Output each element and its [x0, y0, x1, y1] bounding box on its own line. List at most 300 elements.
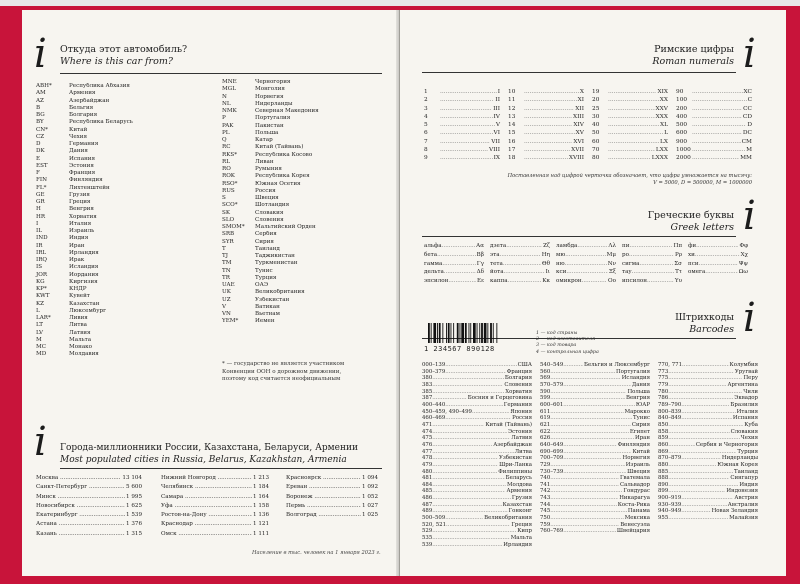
prefix-row — [540, 482, 650, 489]
dot-leader — [550, 475, 619, 482]
dot-leader — [432, 482, 506, 489]
city-row — [161, 530, 269, 539]
greek-letter-name: каппа ..... — [490, 277, 541, 286]
prefix-row — [422, 435, 532, 442]
country-code-row — [36, 170, 214, 177]
barcode-prefix: 474 — [422, 428, 433, 435]
barcode-prefix: 383 — [422, 381, 433, 388]
city-population: 1 539 — [125, 511, 142, 520]
country-code-row — [36, 315, 214, 322]
barcode-bar — [469, 323, 470, 343]
barcode-prefix: 611 — [540, 408, 551, 415]
country-code-row — [36, 163, 214, 170]
greek-column — [556, 242, 616, 286]
info-i-icon: i — [743, 31, 756, 77]
country-name: Германия — [69, 141, 99, 147]
country-code: RC — [222, 144, 231, 151]
prefix-country: Израиль — [625, 461, 650, 468]
greek-letter: Aα — [476, 243, 484, 249]
greek-letter-name: альфа ..... — [424, 242, 475, 251]
country-name: КНДР — [69, 286, 87, 292]
prefix-row — [540, 488, 650, 495]
roman-numeral: MM — [740, 155, 752, 162]
country-code-row — [222, 173, 400, 180]
barcode-prefix: 560 — [540, 368, 551, 375]
country-name: Республика Косово — [255, 151, 313, 158]
country-name: Чехия — [69, 133, 88, 140]
codes-footnote-line: Конвенции ООН о дорожном движении, — [222, 368, 342, 375]
city-row — [36, 493, 142, 502]
country-code: SCO* — [222, 202, 238, 209]
roman-numeral: D — [747, 122, 752, 129]
barcode-prefix: 860 — [658, 441, 669, 448]
barcode-prefix: 480 — [422, 468, 433, 475]
dot-leader — [550, 495, 618, 502]
country-code: NMK — [222, 108, 237, 114]
country-name: Латвия — [69, 329, 91, 336]
country-code: ABH* — [36, 83, 52, 89]
prefix-row — [422, 402, 532, 409]
dot-leader — [692, 96, 747, 104]
country-code-row — [222, 130, 400, 137]
prefix-country: Казахстан — [502, 501, 532, 508]
city-row — [161, 502, 269, 511]
arabic-number: 900 — [676, 138, 688, 145]
prefix-row — [658, 449, 758, 456]
country-code-row — [222, 159, 400, 166]
arabic-number: 10 — [508, 89, 516, 95]
greek-letter: Iι — [545, 269, 550, 276]
country-code: JOR — [36, 271, 48, 278]
prefix-row — [658, 495, 758, 502]
dot-leader — [692, 113, 742, 121]
prefix-row — [540, 389, 650, 396]
roman-row — [424, 154, 500, 162]
country-code: LV — [36, 329, 44, 336]
country-name: Италия — [69, 220, 92, 227]
dot-leader — [440, 96, 494, 104]
prefix-row — [540, 449, 650, 456]
country-code: KWT — [36, 293, 50, 300]
prefix-country: Азербайджан — [493, 441, 532, 448]
country-code: RUS — [222, 187, 235, 194]
country-code: TJ — [222, 253, 228, 259]
city-population: 1 111 — [252, 530, 269, 539]
greek-row — [556, 277, 616, 286]
prefix-row — [422, 528, 532, 535]
codes-footnote — [222, 361, 344, 384]
car-section-title — [60, 44, 187, 68]
roman-note — [460, 173, 752, 187]
greek-letter: Λλ — [608, 243, 616, 249]
prefix-row — [422, 389, 532, 396]
greek-letter: Δδ — [476, 269, 484, 276]
greek-letter-name: гамма ..... — [424, 260, 476, 269]
country-name: Словакия — [255, 209, 284, 216]
greek-row — [424, 260, 484, 269]
country-code: S — [222, 195, 226, 201]
barcode-prefix: 400–440 — [422, 401, 446, 408]
arabic-number: 70 — [592, 147, 600, 154]
dot-leader — [668, 429, 729, 436]
barcode-prefix: 520, 521 — [422, 521, 447, 528]
roman-numeral: XL — [660, 122, 668, 129]
country-code-row — [36, 257, 214, 264]
country-code: N — [222, 93, 227, 100]
country-name: Эстония — [69, 162, 94, 169]
greek-row — [424, 277, 484, 286]
prefix-row — [658, 462, 758, 469]
barcode-bar — [477, 323, 478, 343]
barcode-prefix: 859 — [658, 435, 669, 442]
greek-row — [556, 242, 616, 251]
country-name: Лихтенштейн — [69, 184, 110, 191]
prefix-row — [540, 402, 650, 409]
roman-numeral: III — [493, 105, 500, 112]
dot-leader — [445, 369, 506, 376]
barcode-prefix: 789–790 — [658, 401, 682, 408]
country-code: Q — [222, 137, 227, 143]
greek-letter-name: эпсилон ..... — [424, 277, 476, 286]
barcode-bar — [428, 323, 430, 343]
country-code-row — [36, 206, 214, 213]
arabic-number: 11 — [508, 97, 516, 104]
country-code: MGL — [222, 86, 236, 93]
city-name: Минск ..... — [36, 493, 125, 502]
barcode-prefix: 869 — [658, 448, 669, 455]
roman-row — [424, 138, 500, 146]
dot-leader — [682, 362, 729, 369]
greek-row — [490, 260, 550, 269]
prefix-row — [658, 515, 758, 522]
country-name: Сербия — [255, 231, 277, 238]
country-code: B — [36, 104, 41, 111]
roman-numerals-table — [424, 88, 754, 166]
prefix-country: Кипр — [517, 528, 532, 535]
greek-letter-name: пси ..... — [688, 260, 738, 269]
country-code-row — [36, 98, 214, 105]
dot-leader — [440, 113, 493, 121]
barcode-prefix: 539 — [422, 541, 433, 548]
arabic-number: 60 — [592, 138, 600, 145]
greek-letter: Ψψ — [738, 260, 748, 267]
barcode-prefix: 485 — [422, 488, 433, 495]
greek-column — [424, 242, 484, 286]
barcode-prefix: 529 — [422, 528, 433, 535]
country-name: Казахстан — [69, 300, 100, 307]
prefix-country: Норвегия — [622, 455, 650, 462]
country-code: IND — [36, 235, 48, 242]
prefix-country: Словения — [504, 381, 532, 388]
dot-leader — [550, 482, 619, 489]
country-code-row — [222, 79, 400, 86]
dot-leader — [432, 442, 492, 449]
roman-column — [508, 88, 584, 163]
codes-footnote-line: * — государство не является участником — [222, 361, 345, 367]
dot-leader — [550, 488, 622, 495]
prefix-country: Хорватия — [505, 388, 532, 395]
country-code: HR — [36, 213, 46, 220]
prefix-row — [658, 475, 758, 482]
barcode-prefix: 570–579 — [540, 381, 564, 388]
prefix-country: Испания — [732, 415, 758, 422]
prefix-row — [658, 455, 758, 462]
country-code-row — [222, 318, 400, 325]
dot-leader — [432, 422, 484, 429]
country-code: GR — [36, 199, 45, 205]
prefix-row — [540, 522, 650, 529]
country-name: Литва — [69, 322, 87, 329]
greek-letter: Ξξ — [608, 269, 616, 276]
greek-letter-name: омикрон ..... — [556, 277, 607, 286]
prefix-country: Швеция — [627, 468, 650, 475]
prefix-country: Беларусь — [505, 475, 532, 482]
prefix-country: Греция — [511, 521, 532, 528]
country-code: UZ — [222, 296, 231, 303]
cities-column — [36, 474, 142, 539]
roman-row — [508, 121, 584, 129]
roman-row — [508, 138, 584, 146]
dot-leader — [550, 515, 623, 522]
prefix-row — [658, 429, 758, 436]
dot-leader — [432, 382, 503, 389]
divider — [422, 236, 736, 237]
barcode-prefix: 475 — [422, 435, 433, 442]
prefix-country: Мальта — [510, 535, 532, 542]
barcode-prefix: 622 — [540, 428, 551, 435]
prefix-country: Таиланд — [734, 468, 758, 475]
prefix-row — [658, 435, 758, 442]
roman-numeral: XVI — [573, 138, 584, 145]
city-row — [36, 502, 142, 511]
prefix-country: Сингапур — [730, 475, 758, 482]
arabic-number: 20 — [592, 97, 600, 104]
barcode-legend-line: 1 — код страны — [536, 331, 578, 336]
dot-leader — [446, 522, 510, 529]
country-name: Дания — [69, 148, 88, 155]
dot-leader — [432, 462, 498, 469]
dot-leader — [692, 146, 745, 154]
dot-leader — [668, 382, 726, 389]
country-name: Мальтийский Орден — [255, 224, 316, 230]
city-population: 1 136 — [252, 511, 269, 520]
barcode-prefix: 750 — [540, 515, 551, 522]
city-population: 1 158 — [252, 502, 269, 511]
city-name: Омск ..... — [161, 530, 252, 539]
country-code-row — [222, 239, 400, 246]
country-code-row — [36, 301, 214, 308]
country-code-row — [36, 250, 214, 257]
dot-leader — [445, 415, 511, 422]
prefix-country: Никарагуа — [619, 495, 650, 502]
arabic-number: 40 — [592, 122, 600, 129]
barcode-prefix: 840–849 — [658, 415, 682, 422]
country-code-row — [222, 297, 400, 304]
city-row — [161, 511, 269, 520]
barcode-prefix: 000–139 — [422, 362, 446, 368]
country-name: Черногория — [255, 79, 291, 85]
prefix-country: Грузия — [511, 495, 532, 502]
barcode-prefix: 619 — [540, 415, 551, 422]
country-name: Мальта — [69, 336, 92, 343]
country-code-row — [36, 293, 214, 300]
city-population: 1 164 — [252, 493, 269, 502]
barcode-prefix: 300–379 — [422, 368, 446, 375]
city-name: Пермь ..... — [286, 502, 361, 511]
country-code: AM — [36, 90, 46, 97]
dot-leader — [550, 395, 625, 402]
barcode-prefix: 742 — [540, 488, 551, 495]
arabic-number: 9 — [424, 155, 428, 162]
roman-row — [592, 138, 668, 146]
city-row — [36, 511, 142, 520]
country-code: IRL — [36, 249, 47, 256]
country-code: MD — [36, 351, 47, 358]
country-name: Люксембург — [69, 307, 106, 314]
greek-letter-name: ро ..... — [622, 251, 674, 260]
codes-footnote-line: поэтому код считается неофициальным — [222, 376, 341, 382]
roman-numeral: XII — [575, 105, 584, 112]
greek-row — [424, 242, 484, 251]
arabic-number: 13 — [508, 113, 516, 120]
greek-letter: Xχ — [740, 251, 748, 258]
roman-row — [676, 113, 752, 121]
roman-section-title — [620, 44, 734, 68]
prefix-row — [422, 395, 532, 402]
prefix-country: Болгария — [504, 375, 532, 382]
dot-leader — [681, 455, 721, 462]
barcode-prefix: 590 — [540, 388, 551, 395]
country-code: KZ — [36, 300, 45, 307]
city-population: 1 315 — [125, 530, 142, 539]
roman-numeral: CM — [741, 138, 752, 145]
dot-leader — [524, 121, 572, 129]
city-row — [161, 520, 269, 529]
prefix-country: Шри-Ланка — [499, 461, 532, 468]
dot-leader — [681, 409, 735, 416]
arabic-number: 7 — [424, 138, 428, 145]
divider — [422, 72, 736, 73]
country-name: Ватикан — [255, 303, 280, 310]
right-page — [400, 10, 786, 576]
greek-letter: Tτ — [675, 269, 682, 276]
dot-leader — [692, 154, 739, 162]
city-name: Воронеж ..... — [286, 493, 361, 502]
prefix-row — [658, 369, 758, 376]
dot-leader — [550, 409, 623, 416]
country-code: VN — [222, 311, 231, 317]
dot-leader — [432, 375, 504, 382]
country-code-row — [36, 337, 214, 344]
barcode-prefix: 484 — [422, 481, 433, 488]
prefix-country: Сербия и Черногория — [695, 441, 758, 448]
arabic-number: 17 — [508, 147, 516, 154]
barcode-prefix: 640–649 — [540, 441, 564, 448]
prefix-country: Гонконг — [508, 508, 532, 515]
country-code-row — [36, 279, 214, 286]
barcode-prefix: 800–839 — [658, 408, 682, 415]
dot-leader — [440, 105, 492, 113]
greek-row — [490, 277, 550, 286]
greek-letter-name: дзета ..... — [490, 242, 542, 251]
greek-row — [622, 268, 682, 277]
prefix-country: Венесуэла — [620, 521, 650, 528]
arabic-number: 600 — [676, 130, 688, 137]
barcode-prefix: 780 — [658, 388, 669, 395]
left-page — [22, 10, 400, 576]
country-code: PL — [222, 129, 230, 136]
prefix-row — [658, 488, 758, 495]
roman-row — [508, 146, 584, 154]
barcode-prefix: 487 — [422, 501, 433, 508]
dot-leader — [608, 154, 651, 162]
country-code-row — [36, 112, 214, 119]
city-population: 1 092 — [361, 483, 378, 492]
country-code-row — [222, 253, 400, 260]
greek-column — [688, 242, 748, 277]
roman-note-line-2: V = 5000, D = 500000, M = 1000000 — [653, 180, 752, 186]
dot-leader — [668, 488, 725, 495]
dot-leader — [681, 415, 732, 422]
country-name: Финляндия — [69, 177, 103, 184]
dot-leader — [432, 455, 498, 462]
prefix-country: Египет — [629, 428, 650, 435]
roman-numeral: VI — [493, 130, 500, 137]
dot-leader — [440, 88, 497, 96]
barcode-prefix: 770, 771 — [658, 362, 683, 368]
cities-column — [286, 474, 378, 520]
country-name: Бельгия — [69, 104, 94, 111]
roman-numeral: XC — [743, 89, 752, 95]
dot-leader — [432, 389, 504, 396]
info-i-icon: i — [743, 193, 756, 239]
barcode-prefix: 773 — [658, 368, 669, 375]
prefix-row — [540, 435, 650, 442]
country-code: BY — [36, 119, 44, 126]
prefix-row — [658, 402, 758, 409]
country-code-row — [36, 221, 214, 228]
roman-row — [676, 129, 752, 137]
city-row — [36, 483, 142, 492]
arabic-number: 18 — [508, 155, 516, 162]
roman-numeral: X — [579, 89, 584, 95]
city-row — [161, 493, 269, 502]
country-code: RSO* — [222, 180, 238, 187]
country-code: KP* — [36, 286, 47, 292]
country-code-row — [222, 166, 400, 173]
prefix-row — [422, 429, 532, 436]
barcode-prefix: 890 — [658, 481, 669, 488]
barcode-prefix: 700–709 — [540, 455, 564, 462]
city-name: Челябинск ..... — [161, 483, 252, 492]
prefix-country: Германия — [503, 401, 532, 408]
country-name: Израиль — [69, 228, 95, 234]
greek-row — [490, 251, 550, 260]
roman-numeral: XIII — [573, 113, 584, 120]
prefix-row — [422, 515, 532, 522]
barcode-prefix: 740 — [540, 475, 551, 482]
country-code: LT — [36, 322, 43, 329]
prefix-row — [540, 528, 650, 535]
greek-letter: Ωω — [738, 269, 748, 276]
barcode-prefix: 387 — [422, 395, 433, 402]
country-code-row — [222, 181, 400, 188]
country-code-row — [36, 344, 214, 351]
country-code: EST — [36, 162, 48, 169]
country-name: Катар — [255, 137, 273, 143]
barcode-prefix: 600–601 — [540, 401, 564, 408]
country-code: LAR* — [36, 315, 51, 321]
